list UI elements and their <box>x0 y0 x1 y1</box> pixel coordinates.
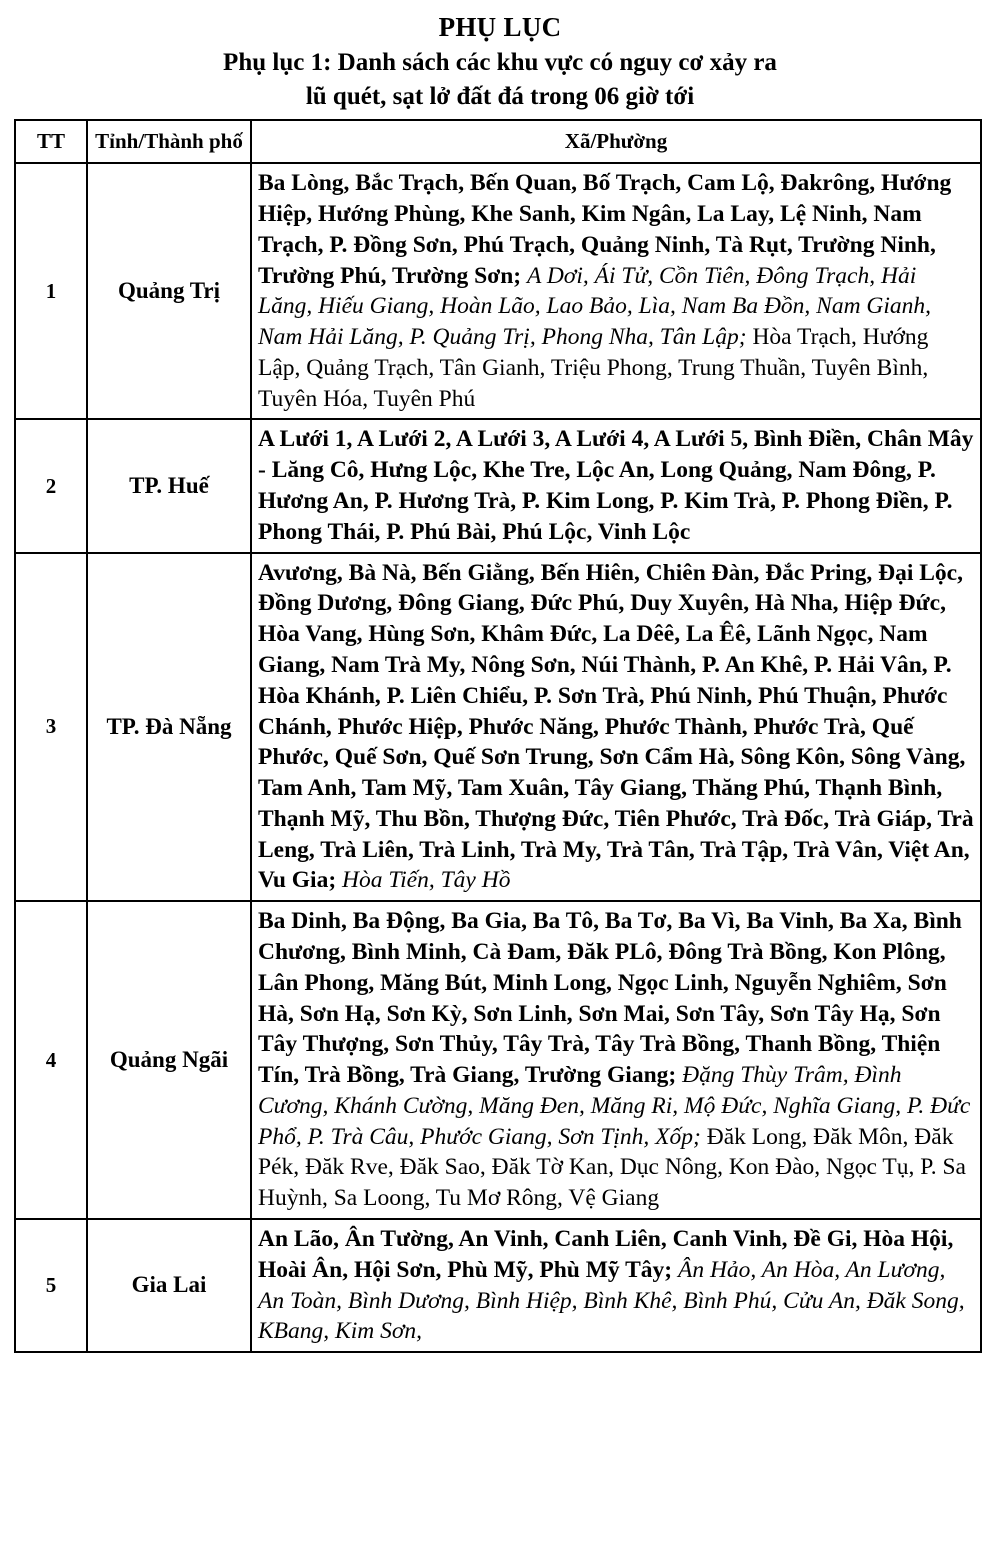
row-index-cell: 1 <box>15 163 87 419</box>
column-header-tt: TT <box>15 120 87 163</box>
table-row <box>15 419 981 552</box>
table-row <box>15 901 981 1219</box>
wards-segment: Hòa Tiến, Tây Hồ <box>342 867 511 894</box>
wards-cell <box>251 163 981 419</box>
row-index-cell: 2 <box>15 419 87 552</box>
province-cell: TP. Huế <box>87 419 251 552</box>
wards-segment: An Lão, Ân Tường, An Vinh, Canh Liên, Canh Vinh, Đề Gi, Hòa Hội, Hoài Ân, Hội Sơn, Phù Mỹ, Phù Mỹ Tây; <box>258 1226 954 1283</box>
wards-segment: Ba Lòng, Bắc Trạch, Bến Quan, Bố Trạch, Cam Lộ, Đakrông, Hướng Hiệp, Hướng Phùng, Khe Sanh, Kim Ngân, La Lay, Lệ Ninh, Nam Trạch, P. Đồng Sơn, Phú Trạch, Quảng Ninh, Tà Rụt, Trường Ninh, Trường Phú, Trường Sơn; <box>258 170 952 289</box>
row-index-cell: 4 <box>15 901 87 1219</box>
province-cell: Gia Lai <box>87 1219 251 1352</box>
wards-cell <box>251 1219 981 1352</box>
wards-cell <box>251 553 981 902</box>
wards-segment: Ba Dinh, Ba Động, Ba Gia, Ba Tô, Ba Tơ, Ba Vì, Ba Vinh, Ba Xa, Bình Chương, Bình Minh, Cà Đam, Đăk PLô, Đông Trà Bồng, Kon Plông, Lân Phong, Măng Bút, Minh Long, Ngọc Linh, Nguyễn Nghiêm, Sơn Hà, Sơn Hạ, Sơn Kỳ, Sơn Linh, Sơn Mai, Sơn Tây, Sơn Tây Hạ, Sơn Tây Thượng, Sơn Thủy, Tây Trà, Tây Trà Bồng, Thanh Bồng, Thiện Tín, Trà Bồng, Trà Giang, Trường Giang; <box>258 908 962 1089</box>
table-header-row <box>15 120 981 163</box>
document-subtitle-line-2: lũ quét, sạt lở đất đá trong 06 giờ tới <box>305 83 695 111</box>
table-row <box>15 163 981 419</box>
wards-segment: Đặng Thùy Trâm, Đình Cương, Khánh Cường, Măng Đen, Măng Ri, Mộ Đức, Nghĩa Giang, P. Đức Phổ, P. Trà Câu, Phước Giang, Sơn Tịnh, Xốp; <box>258 1062 971 1150</box>
column-header-wards: Xã/Phường <box>251 120 981 163</box>
table-row <box>15 553 981 902</box>
wards-segment: Ân Hảo, An Hòa, An Lương, An Toàn, Bình Dương, Bình Hiệp, Bình Khê, Bình Phú, Cửu An, Đăk Song, KBang, Kim Sơn, <box>258 1256 965 1345</box>
province-cell: Quảng Trị <box>87 163 251 419</box>
wards-cell <box>251 901 981 1219</box>
wards-segment: A Dơi, Ái Tử, Cồn Tiên, Đông Trạch, Hải Lăng, Hiếu Giang, Hoàn Lão, Lao Bảo, Lìa, Nam Ba Đồn, Nam Gianh, Nam Hải Lăng, P. Quảng Trị, Phong Nha, Tân Lập; <box>258 262 932 351</box>
wards-segment: A Lưới 1, A Lưới 2, A Lưới 3, A Lưới 4, A Lưới 5, Bình Điền, Chân Mây - Lăng Cô, Hưng Lộc, Khe Tre, Lộc An, Long Quảng, Nam Đông, P. Hương An, P. Hương Trà, P. Kim Long, P. Kim Trà, P. Phong Điền, P. Phong Thái, P. Phú Bài, Phú Lộc, Vinh Lộc <box>258 426 974 545</box>
wards-cell <box>251 419 981 552</box>
row-index-cell: 3 <box>15 553 87 902</box>
table-body <box>15 163 981 1352</box>
wards-segment: Avương, Bà Nà, Bến Giằng, Bến Hiên, Chiên Đàn, Đắc Pring, Đại Lộc, Đồng Dương, Đông Giang, Đức Phú, Duy Xuyên, Hà Nha, Hiệp Đức, Hòa Vang, Hùng Sơn, Khâm Đức, La Dêê, La Êê, Lãnh Ngọc, Nam Giang, Nam Trà My, Nông Sơn, Núi Thành, P. An Khê, P. Hải Vân, P. Hòa Khánh, P. Liên Chiểu, P. Sơn Trà, Phú Ninh, Phú Thuận, Phước Chánh, Phước Hiệp, Phước Năng, Phước Thành, Phước Trà, Quế Phước, Quế Sơn, Quế Sơn Trung, Sơn Cẩm Hà, Sông Kôn, Sông Vàng, Tam Anh, Tam Mỹ, Tam Xuân, Tây Giang, Thăng Phú, Thạnh Bình, Thạnh Mỹ, Thu Bồn, Thượng Đức, Tiên Phước, Trà Đốc, Trà Giáp, Trà Leng, Trà Liên, Trà Linh, Trà My, Trà Tân, Trà Tập, Trà Vân, Việt An, Vu Gia; <box>258 559 974 894</box>
document-subtitle-line-1: Phụ lục 1: Danh sách các khu vực có nguy cơ xảy ra <box>223 49 777 77</box>
wards-segment: Hòa Trạch, Hướng Lập, Quảng Trạch, Tân Gianh, Triệu Phong, Trung Thuần, Tuyên Bình, Tuyên Hóa, Tuyên Phú <box>258 324 929 412</box>
table-header <box>15 120 981 163</box>
table-row <box>15 1219 981 1352</box>
wards-segment: Đăk Long, Đăk Môn, Đăk Pék, Đăk Rve, Đăk Sao, Đăk Tờ Kan, Dục Nông, Kon Đào, Ngọc Tụ, P. Sa Huỳnh, Sa Loong, Tu Mơ Rông, Vệ Giang <box>258 1123 966 1212</box>
province-cell: TP. Đà Nẵng <box>87 553 251 902</box>
province-cell: Quảng Ngãi <box>87 901 251 1219</box>
column-header-province: Tỉnh/Thành phố <box>87 120 251 163</box>
appendix-table <box>14 119 982 1353</box>
document-title: PHỤ LỤC <box>438 12 562 42</box>
row-index-cell: 5 <box>15 1219 87 1352</box>
